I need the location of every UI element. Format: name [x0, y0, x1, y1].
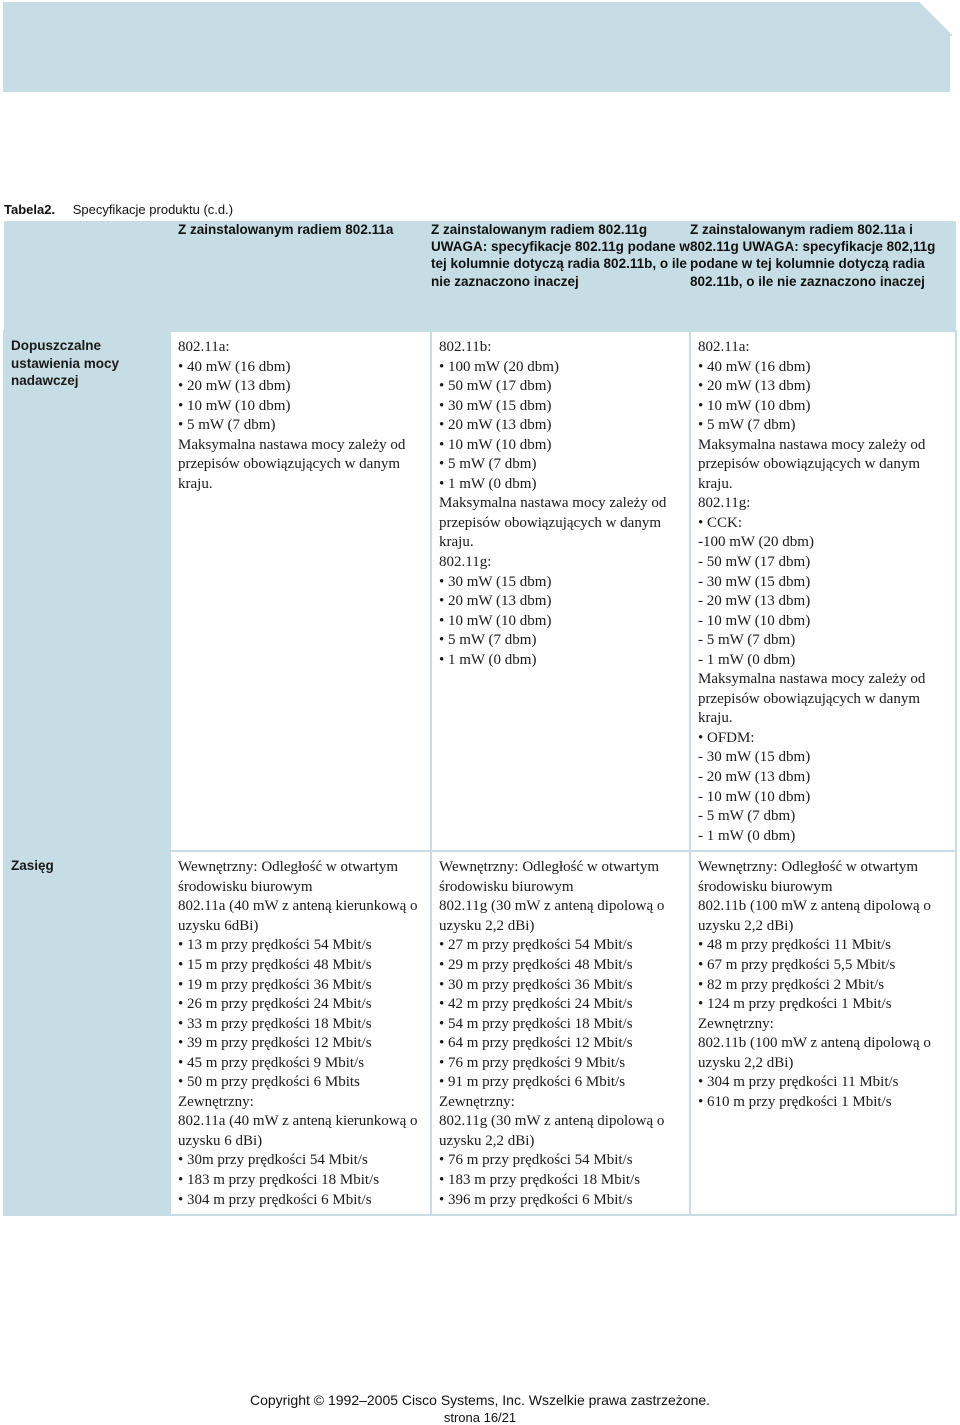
cell-line: Maksymalna nastawa mocy zależy od przepisów obowiązujących w danym kraju.: [178, 436, 406, 492]
cell-line: • 10 mW (10 dbm): [439, 612, 552, 629]
cell-line: • CCK:: [698, 514, 743, 531]
cell-line: • 5 mW (7 dbm): [439, 456, 537, 473]
cell-line: - 1 mW (0 dbm): [698, 651, 796, 668]
cell-line: • 50 m przy prędkości 6 Mbits: [178, 1074, 360, 1091]
cell-line: • 30 m przy prędkości 36 Mbit/s: [439, 976, 633, 993]
cell-line: Wewnętrzny: Odległość w otwartym środowisku biurowym: [178, 859, 398, 895]
cell-line: • 29 m przy prędkości 48 Mbit/s: [439, 956, 633, 973]
cell-line: - 30 mW (15 dbm): [698, 749, 811, 766]
cell-line: • 610 m przy prędkości 1 Mbit/s: [698, 1093, 892, 1110]
header-80211a: Z zainstalowanym radiem 802.11a: [170, 221, 431, 331]
table-number: Tabela2.: [4, 202, 56, 217]
cell-line: • 1 mW (0 dbm): [439, 651, 537, 668]
cell-line: • 183 m przy prędkości 18 Mbit/s: [439, 1171, 641, 1188]
cell-line: • 304 m przy prędkości 6 Mbit/s: [178, 1191, 372, 1208]
cell-line: Zewnętrzny:: [698, 1015, 774, 1032]
cell-line: 802.11g (30 mW z anteną dipolową o uzysku 2,2 dBi): [439, 1113, 665, 1149]
cell-line: 802.11g:: [698, 495, 751, 512]
cell-line: • 30m przy prędkości 54 Mbit/s: [178, 1152, 368, 1169]
cell-line: • 42 m przy prędkości 24 Mbit/s: [439, 996, 633, 1013]
cell-line: 802.11a:: [178, 339, 230, 355]
cell-line: • 64 m przy prędkości 12 Mbit/s: [439, 1035, 633, 1052]
cell-line: 802.11a:: [698, 339, 750, 355]
cell-line: • 304 m przy prędkości 11 Mbit/s: [698, 1074, 899, 1091]
table-title: Specyfikacje produktu (c.d.): [72, 202, 234, 217]
cell-line: • 40 mW (16 dbm): [698, 358, 811, 375]
row-label-power: Dopuszczalne ustawienia mocy nadawczej: [4, 331, 170, 851]
cell-line: • 33 m przy prędkości 18 Mbit/s: [178, 1015, 372, 1032]
cell-line: • 124 m przy prędkości 1 Mbit/s: [698, 996, 892, 1013]
cell-line: 802.11a (40 mW z anteną kierunkową o uzysku 6 dBi): [178, 1113, 418, 1149]
header-empty: [4, 221, 170, 331]
cell-line: - 50 mW (17 dbm): [698, 554, 811, 571]
cell-line: • 13 m przy prędkości 54 Mbit/s: [178, 937, 372, 954]
cell-line: Wewnętrzny: Odległość w otwartym środowisku biurowym: [698, 859, 918, 895]
cell-line: -100 mW (20 dbm): [698, 534, 814, 551]
cell-line: • 20 mW (13 dbm): [178, 378, 291, 395]
cell-line: • 54 m przy prędkości 18 Mbit/s: [439, 1015, 633, 1032]
cell-line: • 1 mW (0 dbm): [439, 475, 537, 492]
cell-line: • 10 mW (10 dbm): [439, 436, 552, 453]
cell-range-80211g: [431, 851, 690, 1215]
cell-line: • 5 mW (7 dbm): [698, 417, 796, 434]
cell-line: 802.11b (100 mW z anteną dipolową o uzysku 2,2 dBi): [698, 1035, 931, 1071]
cell-line: • 50 mW (17 dbm): [439, 378, 552, 395]
cell-line: 802.11g:: [439, 554, 492, 571]
cell-line: • 20 mW (13 dbm): [439, 593, 552, 610]
cell-line: • 26 m przy prędkości 24 Mbit/s: [178, 996, 372, 1013]
table-row: [4, 851, 956, 1215]
cell-line: - 30 mW (15 dbm): [698, 573, 811, 590]
cell-line: • 30 mW (15 dbm): [439, 573, 552, 590]
cell-line: • 40 mW (16 dbm): [178, 358, 291, 375]
footer-page-number: strona 16/21: [443, 1410, 517, 1425]
cell-line: - 20 mW (13 dbm): [698, 593, 811, 610]
cell-line: - 10 mW (10 dbm): [698, 612, 811, 629]
cell-line: 802.11a (40 mW z anteną kierunkową o uzysku 6dBi): [178, 898, 418, 934]
spec-table: [3, 221, 957, 1216]
cell-line: Zewnętrzny:: [178, 1093, 254, 1110]
cell-line: Wewnętrzny: Odległość w otwartym środowisku biurowym: [439, 859, 659, 895]
page-corner-fold: [920, 2, 952, 36]
cell-line: • 10 mW (10 dbm): [698, 397, 811, 414]
cell-line: • 67 m przy prędkości 5,5 Mbit/s: [698, 956, 896, 973]
cell-line: - 5 mW (7 dbm): [698, 808, 796, 825]
table-row: [4, 331, 956, 851]
cell-power-80211a-g: [690, 331, 956, 851]
cell-line: 802.11b (100 mW z anteną dipolową o uzysku 2,2 dBi): [698, 898, 931, 934]
cell-line: • 183 m przy prędkości 18 Mbit/s: [178, 1171, 380, 1188]
cell-line: • 396 m przy prędkości 6 Mbit/s: [439, 1191, 633, 1208]
cell-line: • 15 m przy prędkości 48 Mbit/s: [178, 956, 372, 973]
cell-power-80211a: [170, 331, 431, 851]
cell-line: • 82 m przy prędkości 2 Mbit/s: [698, 976, 885, 993]
table-caption: [4, 202, 233, 217]
cell-line: 802.11g (30 mW z anteną dipolową o uzysku 2,2 dBi): [439, 898, 665, 934]
cell-line: • 30 mW (15 dbm): [439, 397, 552, 414]
cell-line: Maksymalna nastawa mocy zależy od przepisów obowiązujących w danym kraju.: [698, 436, 926, 492]
cell-power-80211g: [431, 331, 690, 851]
table-header-row: [4, 221, 956, 331]
footer-copyright: Copyright © 1992–2005 Cisco Systems, Inc. Wszelkie prawa zastrzeżone.: [249, 1392, 711, 1408]
cell-line: • 48 m przy prędkości 11 Mbit/s: [698, 937, 892, 954]
cell-line: • 19 m przy prędkości 36 Mbit/s: [178, 976, 372, 993]
cell-line: - 20 mW (13 dbm): [698, 769, 811, 786]
cell-line: • 100 mW (20 dbm): [439, 358, 559, 375]
cell-line: 802.11b:: [439, 339, 492, 355]
cell-line: • 5 mW (7 dbm): [178, 417, 276, 434]
cell-line: • 45 m przy prędkości 9 Mbit/s: [178, 1054, 365, 1071]
header-80211a-g: Z zainstalowanym radiem 802.11a i 802.11g UWAGA: specyfikacje 802,11g podane w tej kolumnie dotyczą radia 802.11b, o ile nie zaznaczono inaczej: [690, 221, 956, 331]
cell-line: • 76 m przy prędkości 54 Mbit/s: [439, 1152, 633, 1169]
cell-line: • 27 m przy prędkości 54 Mbit/s: [439, 937, 633, 954]
row-label-range: Zasięg: [4, 851, 170, 1215]
cell-line: - 1 mW (0 dbm): [698, 827, 796, 844]
cell-line: - 10 mW (10 dbm): [698, 788, 811, 805]
cell-range-80211a-g: [690, 851, 956, 1215]
cell-line: • 5 mW (7 dbm): [439, 632, 537, 649]
cell-line: • OFDM:: [698, 729, 755, 746]
cell-line: • 76 m przy prędkości 9 Mbit/s: [439, 1054, 626, 1071]
cell-line: - 5 mW (7 dbm): [698, 632, 796, 649]
cell-line: • 91 m przy prędkości 6 Mbit/s: [439, 1074, 626, 1091]
header-80211g: Z zainstalowanym radiem 802.11g UWAGA: specyfikacje 802.11g podane w tej kolumnie dotyczą radia 802.11b, o ile nie zaznaczono inaczej: [431, 221, 690, 331]
cell-line: Maksymalna nastawa mocy zależy od przepisów obowiązujących w danym kraju.: [698, 671, 926, 727]
cell-line: • 39 m przy prędkości 12 Mbit/s: [178, 1035, 372, 1052]
header-band: [3, 2, 950, 92]
cell-line: • 20 mW (13 dbm): [439, 417, 552, 434]
cell-line: Maksymalna nastawa mocy zależy od przepisów obowiązujących w danym kraju.: [439, 495, 667, 551]
cell-line: Zewnętrzny:: [439, 1093, 515, 1110]
cell-line: • 20 mW (13 dbm): [698, 378, 811, 395]
cell-range-80211a: [170, 851, 431, 1215]
cell-line: • 10 mW (10 dbm): [178, 397, 291, 414]
